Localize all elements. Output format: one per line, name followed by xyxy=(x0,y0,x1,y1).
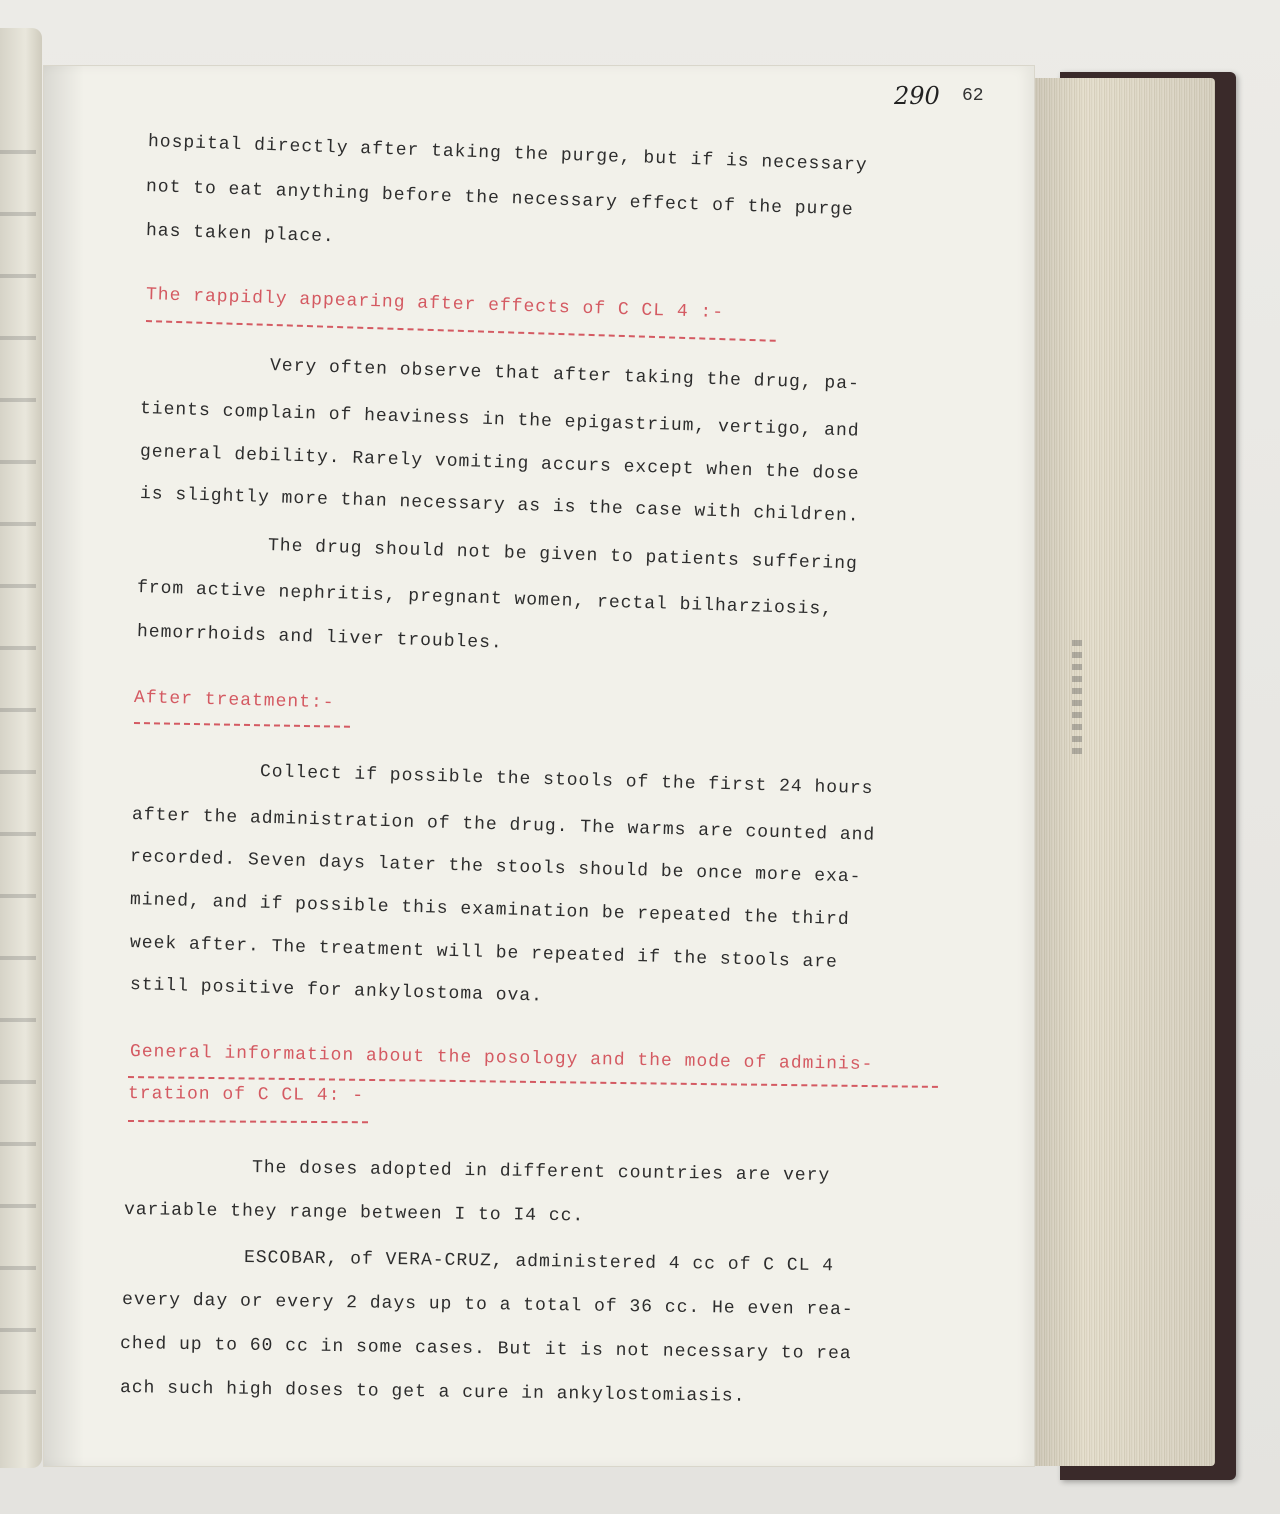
text-line: The drug should not be given to patients suffering xyxy=(267,536,859,575)
text-line: variable they range between I to I4 cc. xyxy=(123,1200,585,1227)
text-line: Very often observe that after taking the drug, pa- xyxy=(269,356,861,395)
text-line: general debility. Rarely vomiting accurs except when the dose xyxy=(139,442,860,485)
text-line: ESCOBAR, of VERA-CRUZ, administered 4 cc of C CL 4 xyxy=(243,1248,835,1277)
text-line: from active nephritis, pregnant women, rectal bilharziosis, xyxy=(136,578,834,620)
text-line: is slightly more than necessary as is the case with children. xyxy=(139,484,860,527)
text-line: hemorrhoids and liver troubles. xyxy=(136,622,503,654)
edge-stamp xyxy=(1072,640,1082,760)
text-line: ach such high doses to get a cure in ankylostomiasis. xyxy=(119,1378,746,1407)
text-line: Collect if possible the stools of the first 24 hours xyxy=(259,762,874,800)
section-heading: General information about the posology and the mode of adminis- xyxy=(129,1042,874,1075)
text-line: The doses adopted in different countries are very xyxy=(251,1158,831,1187)
text-line: every day or every 2 days up to a total of 36 cc. He even rea- xyxy=(121,1290,854,1321)
text-line: mined, and if possible this examination be repeated the third xyxy=(129,890,850,931)
section-heading: The rappidly appearing after effects of C CL 4 :- xyxy=(145,285,725,324)
text-line: ched up to 60 cc in some cases. But it is not necessary to rea xyxy=(119,1334,852,1365)
text-line: hospital directly after taking the purge, but if is necessary xyxy=(147,132,868,176)
text-line: week after. The treatment will be repeated if the stools are xyxy=(129,933,839,973)
text-line: still positive for ankylostoma ova. xyxy=(129,975,544,1007)
text-line: has taken place. xyxy=(145,221,336,248)
section-heading: After treatment:- xyxy=(133,688,335,714)
text-line: recorded. Seven days later the stools should be once more exa- xyxy=(129,847,862,888)
text-line: not to eat anything before the necessary effect of the purge xyxy=(145,177,855,221)
typed-folio: 62 xyxy=(962,86,984,106)
text-line: after the administration of the drug. The warms are counted and xyxy=(131,805,876,846)
section-heading-continued: tration of C CL 4: - xyxy=(127,1084,365,1107)
page-edges xyxy=(1030,78,1215,1466)
handwritten-folio: 290 xyxy=(894,82,940,110)
facing-page-text-edge xyxy=(0,110,36,1430)
text-line: tients complain of heaviness in the epigastrium, vertigo, and xyxy=(139,399,860,442)
